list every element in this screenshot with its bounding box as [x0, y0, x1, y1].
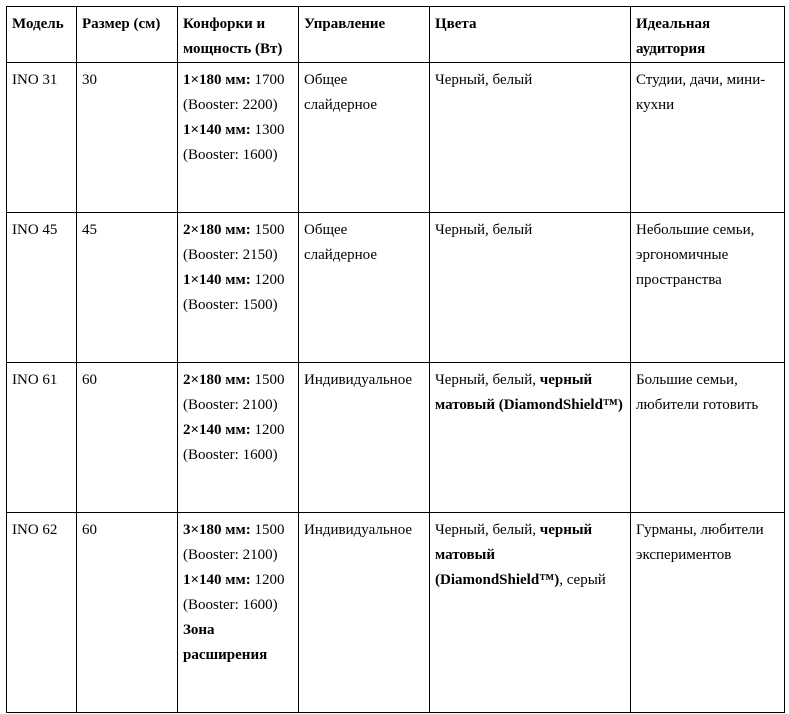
burner-power: 1200 (Booster: 1600) — [183, 572, 285, 613]
burner-size: 2×180 мм: — [183, 222, 251, 238]
audience-cell: Студии, дачи, мини-кухни — [631, 63, 785, 213]
burner-power: 1500 (Booster: 2100) — [183, 372, 285, 413]
size-cell: 60 — [77, 363, 178, 513]
header-audience: Идеальная аудитория — [631, 7, 785, 63]
burner-size: 2×180 мм: — [183, 372, 251, 388]
burner-power: 1500 (Booster: 2100) — [183, 522, 285, 563]
burner-size: 1×140 мм: — [183, 572, 251, 588]
colors-plain: Черный, белый, — [435, 372, 540, 388]
table-row — [7, 363, 785, 513]
header-control: Управление — [299, 7, 430, 63]
control-cell: Индивидуальное — [299, 513, 430, 713]
burner-power: 1700 (Booster: 2200) — [183, 72, 285, 113]
colors-plain: Черный, белый — [435, 72, 533, 88]
table-row — [7, 213, 785, 363]
control-cell: Общее слайдерное — [299, 213, 430, 363]
burner-size: 2×140 мм: — [183, 422, 251, 438]
burner-power: 1500 (Booster: 2150) — [183, 222, 285, 263]
colors-tail: , серый — [559, 572, 606, 588]
model-cell: INO 62 — [7, 513, 77, 713]
header-model: Модель — [7, 7, 77, 63]
model-cell: INO 31 — [7, 63, 77, 213]
colors-plain: Черный, белый — [435, 222, 533, 238]
comparison-table — [6, 6, 785, 713]
burner-size: 1×180 мм: — [183, 72, 251, 88]
size-cell: 60 — [77, 513, 178, 713]
colors-cell — [430, 63, 631, 213]
burner-power: 1200 (Booster: 1500) — [183, 272, 285, 313]
colors-cell — [430, 363, 631, 513]
header-burners: Конфорки и мощность (Вт) — [178, 7, 299, 63]
burners-cell — [178, 363, 299, 513]
burner-size: 1×140 мм: — [183, 122, 251, 138]
burner-power: 1300 (Booster: 1600) — [183, 122, 285, 163]
extension-zone: Зона расширения — [183, 622, 268, 663]
audience-cell: Небольшие семьи, эргономичные пространства — [631, 213, 785, 363]
size-cell: 30 — [77, 63, 178, 213]
burner-size: 3×180 мм: — [183, 522, 251, 538]
colors-cell — [430, 213, 631, 363]
burners-cell — [178, 513, 299, 713]
control-cell: Общее слайдерное — [299, 63, 430, 213]
burners-cell — [178, 63, 299, 213]
model-cell: INO 61 — [7, 363, 77, 513]
header-size: Размер (см) — [77, 7, 178, 63]
table-header-row — [7, 7, 785, 63]
audience-cell: Гурманы, любители экспериментов — [631, 513, 785, 713]
audience-cell: Большие семьи, любители готовить — [631, 363, 785, 513]
burners-cell — [178, 213, 299, 363]
colors-cell — [430, 513, 631, 713]
table-row — [7, 63, 785, 213]
colors-plain: Черный, белый, — [435, 522, 540, 538]
burner-size: 1×140 мм: — [183, 272, 251, 288]
colors-bold: черный матовый (DiamondShield™) — [435, 522, 593, 588]
model-cell: INO 45 — [7, 213, 77, 363]
burner-power: 1200 (Booster: 1600) — [183, 422, 285, 463]
size-cell: 45 — [77, 213, 178, 363]
table-row — [7, 513, 785, 713]
colors-bold: черный матовый (DiamondShield™) — [435, 372, 623, 413]
control-cell: Индивидуальное — [299, 363, 430, 513]
header-colors: Цвета — [430, 7, 631, 63]
